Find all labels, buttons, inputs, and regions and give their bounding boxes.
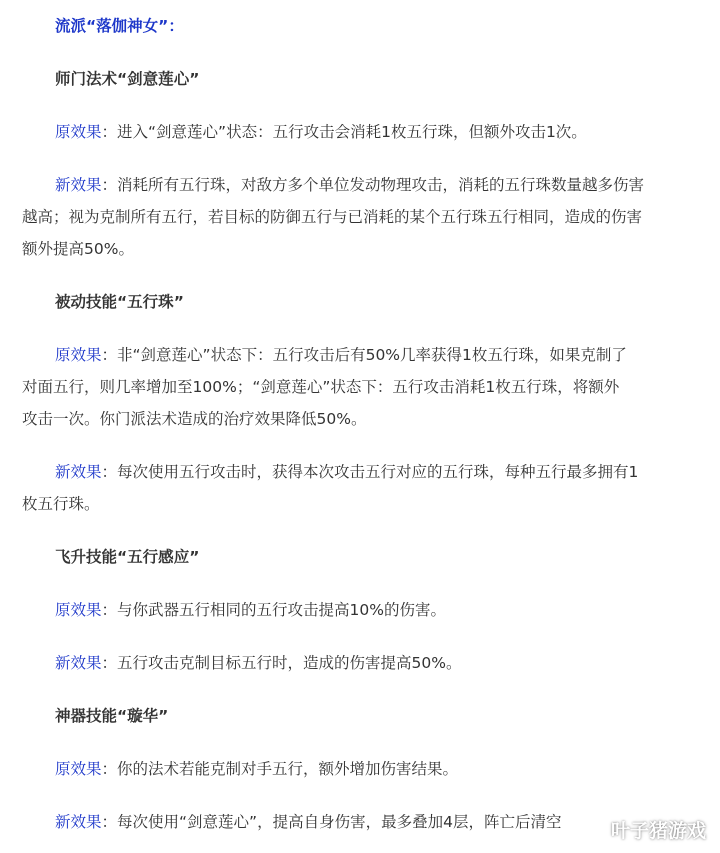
section-title: 神器技能“璇华” — [55, 707, 169, 725]
original-effect-text-line: 对面五行，则几率增加至100%；“剑意莲心”状态下：五行攻击消耗1枚五行珠，将额外 — [22, 378, 620, 396]
new-effect-text-line: 额外提高50%。 — [22, 240, 134, 258]
original-effect-text: ：非“剑意莲心”状态下：五行攻击后有50%几率获得1枚五行珠，如果克制了 — [101, 346, 627, 364]
new-effect-text: ：消耗所有五行珠，对敌方多个单位发动物理攻击，消耗的五行珠数量越多伤害 — [101, 176, 645, 194]
original-effect-text: ：进入“剑意莲心”状态：五行攻击会消耗1枚五行珠，但额外攻击1次。 — [101, 123, 587, 141]
original-effect-label: 原效果 — [55, 601, 102, 619]
new-effect-label: 新效果 — [55, 813, 102, 831]
new-effect-text: ：五行攻击克制目标五行时，造成的伤害提高50%。 — [101, 654, 462, 672]
original-effect — [22, 753, 698, 786]
new-effect-label: 新效果 — [55, 463, 102, 481]
original-effect — [22, 339, 698, 372]
original-effect — [22, 116, 698, 149]
original-effect-text: ：与你武器五行相同的五行攻击提高10%的伤害。 — [101, 601, 446, 619]
new-effect-label: 新效果 — [55, 176, 102, 194]
new-effect-text-line: 枚五行珠。 — [22, 495, 100, 513]
new-effect — [22, 647, 698, 680]
new-effect — [22, 456, 698, 489]
new-effect-text-line: 越高；视为克制所有五行，若目标的防御五行与已消耗的某个五行珠五行相同，造成的伤害 — [22, 208, 643, 226]
new-effect — [22, 169, 698, 202]
new-effect — [22, 806, 698, 839]
original-effect-label: 原效果 — [55, 760, 102, 778]
original-effect-text-line: 攻击一次。你门派法术造成的治疗效果降低50%。 — [22, 410, 367, 428]
original-effect-text: ：你的法术若能克制对手五行，额外增加伤害结果。 — [101, 760, 459, 778]
original-effect-label: 原效果 — [55, 123, 102, 141]
original-effect — [22, 594, 698, 627]
section-title: 师门法术“剑意莲心” — [55, 70, 200, 88]
original-effect-label: 原效果 — [55, 346, 102, 364]
new-effect-text: ：每次使用“剑意莲心”，提高自身伤害，最多叠加4层，阵亡后清空 — [101, 813, 562, 831]
site-watermark: 叶子猪游戏 — [610, 820, 706, 842]
new-effect-label: 新效果 — [55, 654, 102, 672]
new-effect-text: ：每次使用五行攻击时，获得本次攻击五行对应的五行珠，每种五行最多拥有1 — [101, 463, 639, 481]
school-heading: 流派“落伽神女”： — [55, 17, 184, 35]
section-title: 飞升技能“五行感应” — [55, 548, 200, 566]
section-title: 被动技能“五行珠” — [55, 293, 184, 311]
